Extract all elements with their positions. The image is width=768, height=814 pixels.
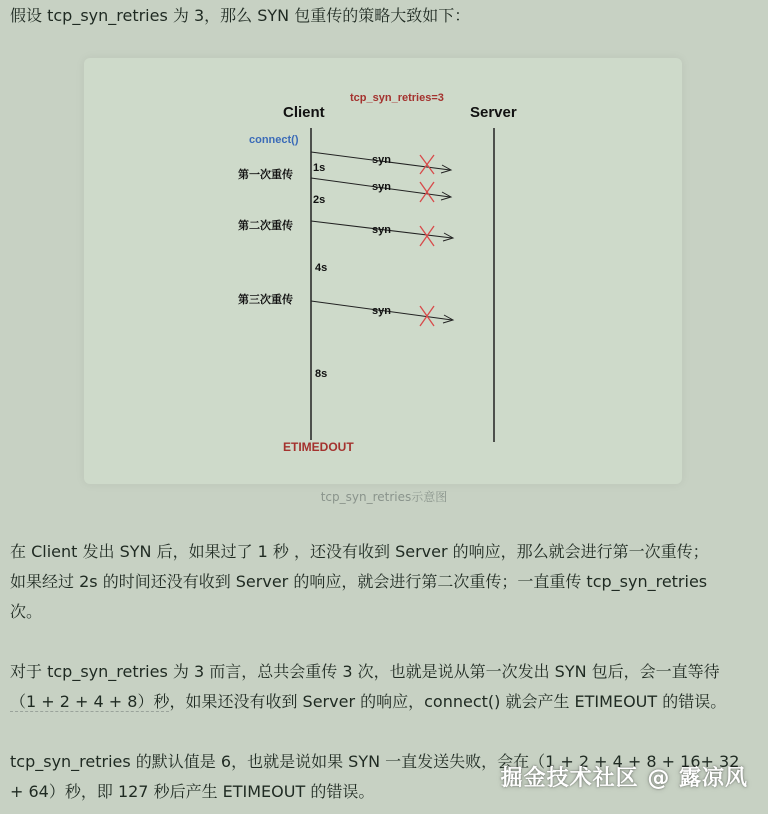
timeout-label: ETIMEDOUT: [283, 440, 354, 454]
paragraph-2-line-1: 对于 tcp_syn_retries 为 3 而言，总共会重传 3 次，也就是说从第一次发出 SYN 包后，会一直等待: [10, 662, 720, 681]
syn-label: syn: [372, 154, 391, 166]
paragraph-1-line-1: 在 Client 发出 SYN 后，如果过了 1 秒 ，还没有收到 Server 的响应，那么就会进行第一次重传；: [10, 542, 709, 561]
syn-label: syn: [372, 305, 391, 317]
retrans-label-1: 第一次重传: [238, 169, 293, 181]
paragraph-3-line-2: + 64）秒，即 127 秒后产生 ETIMEOUT 的错误。: [10, 782, 375, 801]
paragraph-1-line-2: 如果经过 2s 的时间还没有收到 Server 的响应，就会进行第二次重传；一直重传 tcp_syn_retries: [10, 572, 708, 591]
interval-label-2s: 2s: [313, 194, 326, 206]
cross-icon: [420, 155, 434, 174]
syn-label: syn: [372, 224, 391, 236]
connect-label: connect(): [249, 134, 299, 146]
server-label: Server: [470, 104, 517, 121]
cross-icon: [420, 182, 434, 202]
interval-label-1s: 1s: [313, 162, 326, 174]
paragraph-1-line-3: 次。: [10, 602, 43, 621]
syn-label: syn: [372, 181, 391, 193]
intro-text: 假设 tcp_syn_retries 为 3，那么 SYN 包重传的策略大致如下：: [10, 6, 471, 25]
paragraph-3-line-1: tcp_syn_retries 的默认值是 6，也就是说如果 SYN 一直发送失败，会在（1 + 2 + 4 + 8 + 16+ 32: [10, 752, 740, 771]
param-label: tcp_syn_retries=3: [350, 92, 444, 104]
paragraph-2: [10, 657, 758, 717]
interval-label-8s: 8s: [315, 368, 328, 380]
paragraph-1: [10, 537, 758, 627]
retrans-label-2: 第二次重传: [238, 220, 293, 232]
client-label: Client: [283, 104, 325, 121]
retrans-label-3: 第三次重传: [238, 294, 293, 306]
syn-arrow-3: [311, 221, 453, 246]
paragraph-2-line-2: [10, 687, 758, 717]
syn-arrow-4: [311, 301, 453, 326]
diagram-caption: tcp_syn_retries示意图: [320, 490, 448, 504]
paragraph-2-highlight: （1 + 2 + 4 + 8）秒: [10, 692, 170, 711]
syn-arrow-2: [311, 178, 451, 202]
watermark: 掘金技术社区 @ 露凉风: [500, 766, 748, 791]
paragraph-2-line-2-rest: ，如果还没有收到 Server 的响应，connect() 就会产生 ETIMEOUT 的错误。: [169, 692, 727, 711]
syn-arrow-1: [311, 152, 451, 174]
interval-label-4s: 4s: [315, 262, 328, 274]
